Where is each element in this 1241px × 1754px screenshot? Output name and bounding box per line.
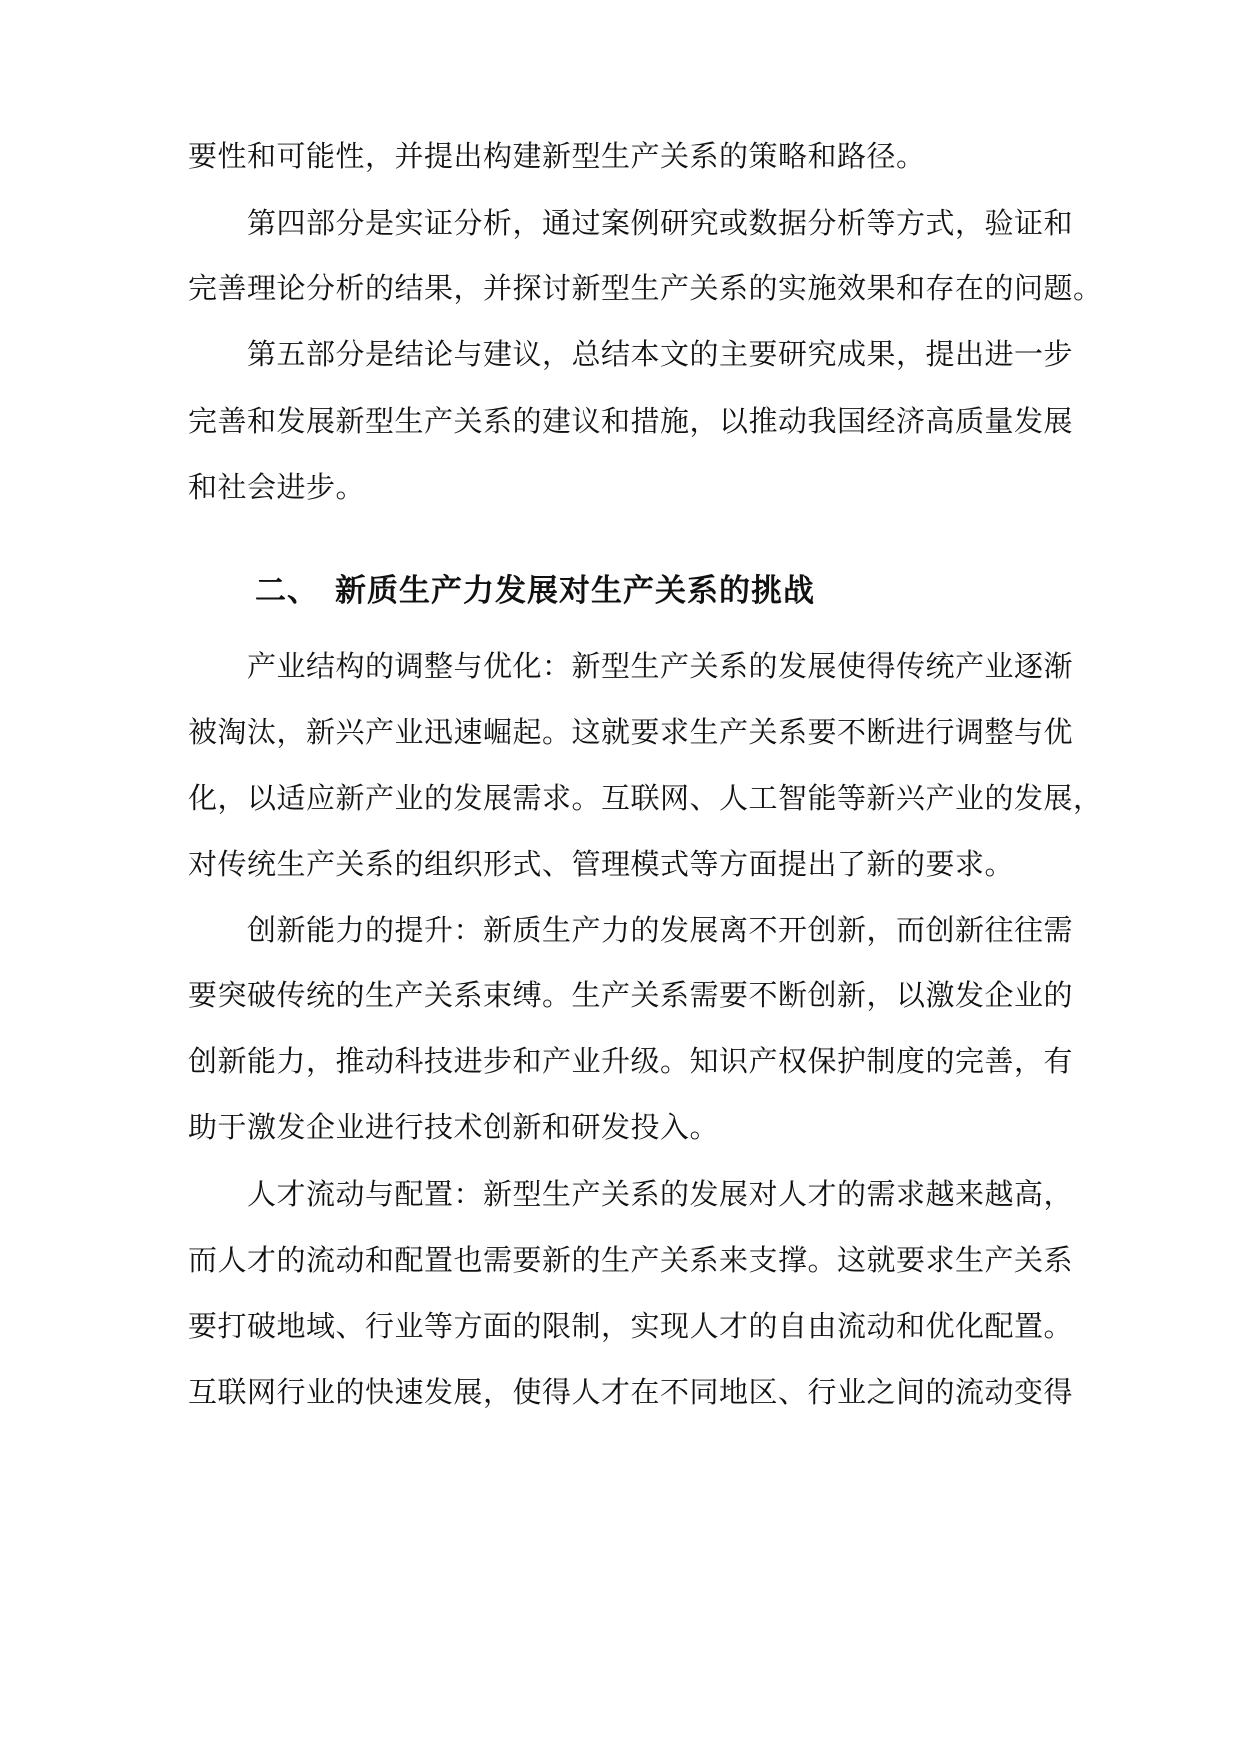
- text-line: 要突破传统的生产关系束缚。生产关系需要不断创新，以激发企业的: [188, 978, 1074, 1012]
- text-line: 人才流动与配置：新型生产关系的发展对人才的需求越来越高，: [247, 1177, 1074, 1211]
- text-line: 而人才的流动和配置也需要新的生产关系来支撑。这就要求生产关系: [188, 1243, 1074, 1277]
- text-line: 第四部分是实证分析，通过案例研究或数据分析等方式，验证和: [247, 206, 1074, 240]
- text-line: 要性和可能性，并提出构建新型生产关系的策略和路径。: [188, 139, 926, 173]
- text-line: 完善理论分析的结果，并探讨新型生产关系的实施效果和存在的问题。: [188, 271, 1103, 305]
- text-line: 被淘汰，新兴产业迅速崛起。这就要求生产关系要不断进行调整与优: [188, 715, 1074, 749]
- section-heading: [255, 570, 1055, 612]
- text-line: 和社会进步。: [188, 470, 366, 504]
- text-line: 对传统生产关系的组织形式、管理模式等方面提出了新的要求。: [188, 847, 1015, 881]
- text-line: 完善和发展新型生产关系的建议和措施，以推动我国经济高质量发展: [188, 404, 1074, 438]
- text-line: 创新能力，推动科技进步和产业升级。知识产权保护制度的完善，有: [188, 1044, 1074, 1078]
- section-number: 二、: [255, 573, 319, 609]
- text-line: 化，以适应新产业的发展需求。互联网、人工智能等新兴产业的发展，: [188, 781, 1103, 815]
- text-line: 助于激发企业进行技术创新和研发投入。: [188, 1110, 720, 1144]
- section-title: 新质生产力发展对生产关系的挑战: [335, 573, 815, 609]
- text-line: 互联网行业的快速发展，使得人才在不同地区、行业之间的流动变得: [188, 1375, 1074, 1409]
- text-line: 创新能力的提升：新质生产力的发展离不开创新，而创新往往需: [247, 913, 1074, 947]
- text-line: 要打破地域、行业等方面的限制，实现人才的自由流动和优化配置。: [188, 1309, 1074, 1343]
- text-line: 产业结构的调整与优化：新型生产关系的发展使得传统产业逐渐: [247, 649, 1074, 683]
- text-line: 第五部分是结论与建议，总结本文的主要研究成果，提出进一步: [247, 337, 1074, 371]
